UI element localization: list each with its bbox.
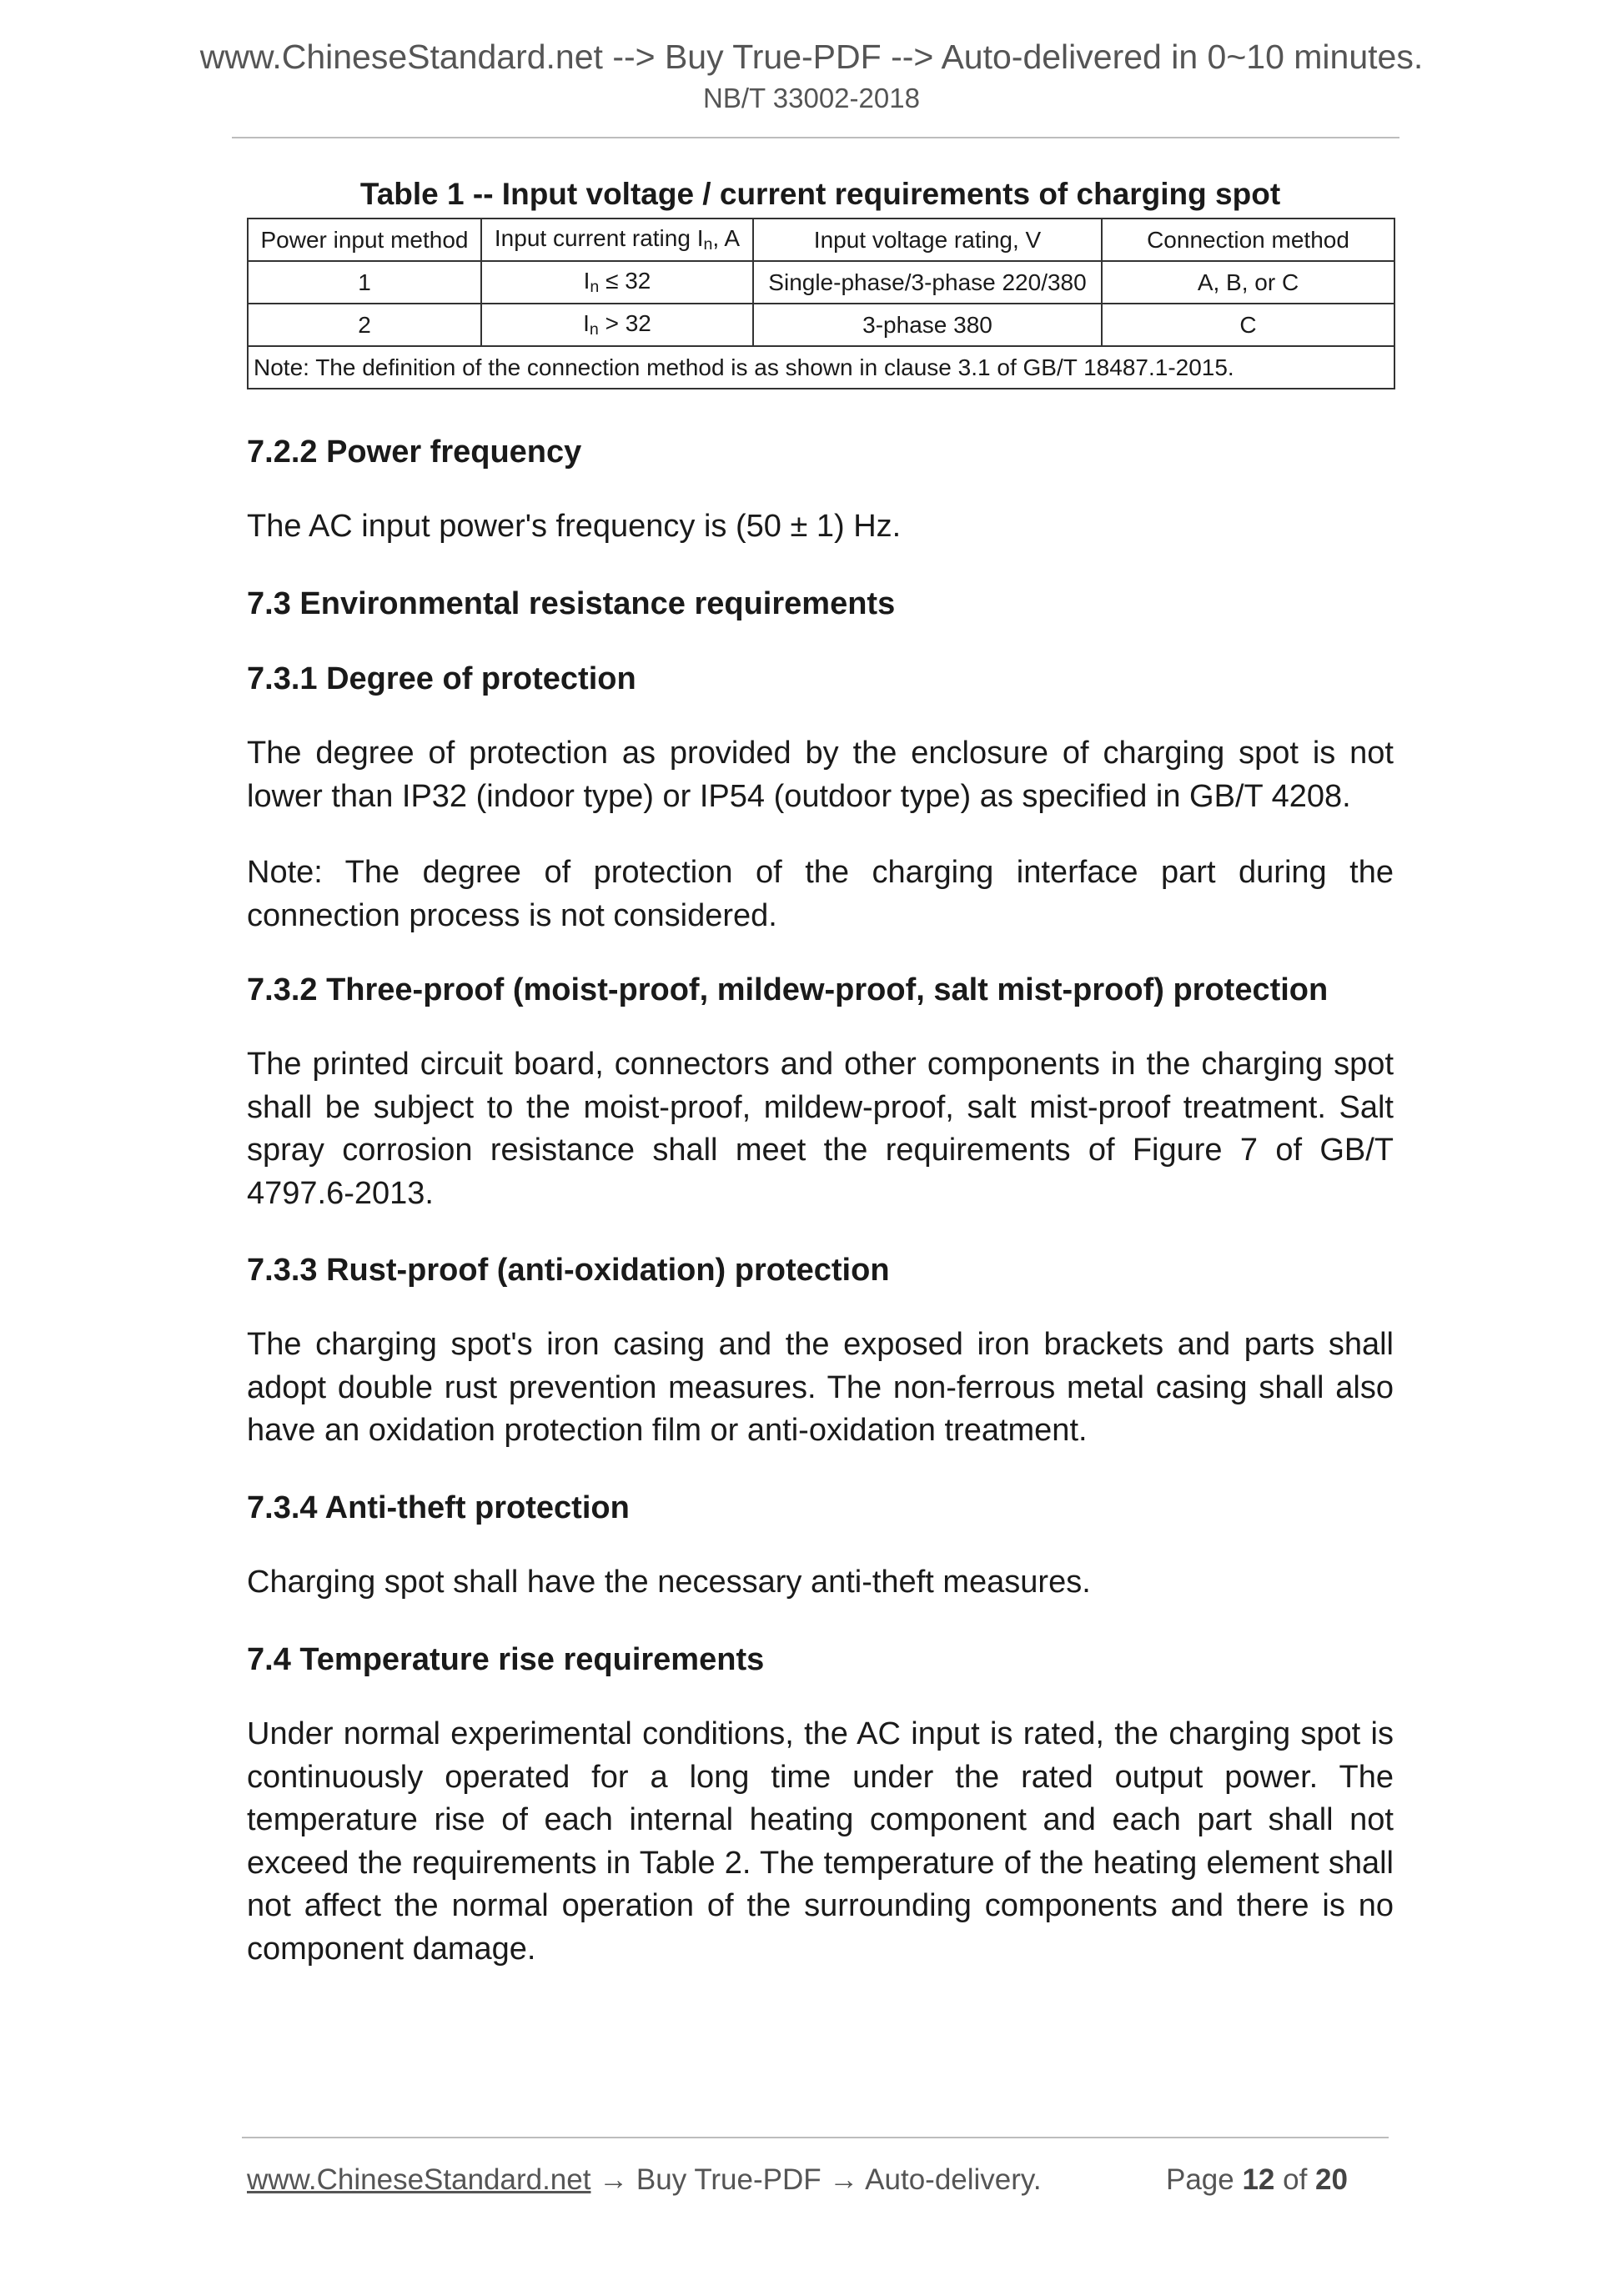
header-divider <box>232 137 1399 138</box>
heading-7-3: 7.3 Environmental resistance requirements <box>247 586 896 621</box>
table-caption: Table 1 -- Input voltage / current requirements of charging spot <box>359 177 1281 211</box>
current-subscript: n <box>703 234 713 254</box>
site-banner[interactable]: www.ChineseStandard.net --> Buy True-PDF --> Auto-delivered in 0~10 minutes. <box>199 38 1424 76</box>
paragraph-7-3-2: The printed circuit board, connectors and other components in the charging spot shall be subject to the moist-proof, mildew-proof, salt mist-proof treatment. Salt spray corrosion resistance shall meet the requirements of Figure 7 of GB/T 4797.6-2013. <box>247 1047 1394 1211</box>
heading-7-3-3: 7.3.3 Rust-proof (anti-oxidation) protection <box>247 1253 890 1288</box>
paragraph-7-3-4: Charging spot shall have the necessary anti-theft measures. <box>247 1565 1091 1600</box>
cell-connection: A, B, or C <box>1102 261 1394 304</box>
heading-7-3-4: 7.3.4 Anti-theft protection <box>247 1490 630 1525</box>
cell-connection: C <box>1102 304 1394 346</box>
current-symbol: I <box>583 309 590 336</box>
current-condition: ≤ 32 <box>599 267 651 294</box>
heading-7-3-1: 7.3.1 Degree of protection <box>247 661 636 696</box>
note-7-3-1: Note: The degree of protection of the charging interface part during the connection process is not considered. <box>247 855 1394 933</box>
current-subscript: n <box>589 319 599 339</box>
header-input-voltage-rating: Input voltage rating, V <box>753 219 1102 261</box>
current-condition: > 32 <box>598 309 651 336</box>
footer-divider <box>242 2137 1389 2138</box>
page-total: 20 <box>1315 2163 1348 2196</box>
paragraph-7-2-2: The AC input power's frequency is (50 ± 1) Hz. <box>247 509 902 544</box>
paragraph-7-3-1: The degree of protection as provided by the enclosure of charging spot is not lower than IP32 (indoor type) or IP54 (outdoor type) as specified in GB/T 4208. <box>247 736 1394 814</box>
page-label: Page <box>1166 2163 1243 2196</box>
cell-method: 2 <box>248 304 481 346</box>
current-subscript: n <box>590 277 600 296</box>
current-unit: , A <box>712 224 741 251</box>
paragraph-7-4: Under normal experimental conditions, the AC input is rated, the charging spot is continuously operated for a long time under the rated output power. The temperature rise of each internal heating component and each part shall not exceed the requirements in Table 2. The temperature of the heating element shall not affect the normal operation of the surrounding components and there is no component damage. <box>247 1716 1394 1967</box>
table-row <box>248 261 1394 304</box>
cell-current <box>481 261 753 304</box>
header-power-input-method: Power input method <box>248 219 481 261</box>
current-symbol: Input current rating I <box>494 224 704 251</box>
requirements-table <box>247 218 1395 389</box>
current-symbol: I <box>583 267 590 294</box>
footer-site-link[interactable]: www.ChineseStandard.net <box>247 2163 591 2196</box>
header-connection-method: Connection method <box>1102 219 1394 261</box>
footer-purchase-text <box>247 2165 1042 2194</box>
page-number: 12 <box>1242 2163 1275 2196</box>
footer-tagline: → Buy True-PDF → Auto-delivery. <box>590 2163 1042 2196</box>
page-of-label: of <box>1274 2163 1316 2196</box>
page-indicator <box>1166 2165 1348 2194</box>
table-row <box>248 304 1394 346</box>
table-header-row <box>248 219 1394 261</box>
cell-voltage: Single-phase/3-phase 220/380 <box>753 261 1102 304</box>
cell-current <box>481 304 753 346</box>
heading-7-3-2: 7.3.2 Three-proof (moist-proof, mildew-proof, salt mist-proof) protection <box>247 972 1329 1007</box>
cell-voltage: 3-phase 380 <box>753 304 1102 346</box>
header-input-current-rating <box>481 219 753 261</box>
document-number: NB/T 33002-2018 <box>703 83 920 113</box>
table-note-row <box>248 346 1394 389</box>
paragraph-7-3-3: The charging spot's iron casing and the exposed iron brackets and parts shall adopt double rust prevention measures. The non-ferrous metal casing shall also have an oxidation protection film or anti-oxidation treatment. <box>247 1327 1394 1448</box>
heading-7-4: 7.4 Temperature rise requirements <box>247 1642 765 1677</box>
cell-method: 1 <box>248 261 481 304</box>
table-note: Note: The definition of the connection method is as shown in clause 3.1 of GB/T 18487.1-2015. <box>248 346 1394 389</box>
heading-7-2-2: 7.2.2 Power frequency <box>247 435 582 470</box>
